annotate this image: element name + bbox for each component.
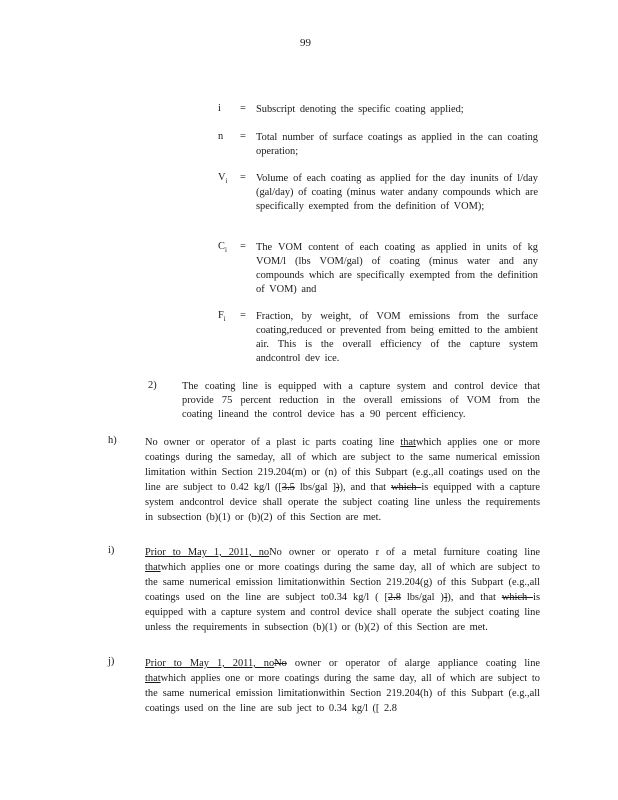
text-run: ), and that <box>447 592 502 603</box>
text-run: owner or operator of alarge appliance coating line <box>286 658 541 669</box>
text-run: which applies one or more coatings during the same day, all of which are subject to the same numerical emission limitationwithin Section 219.204(g) of this Subpart (e.g.,all coatings used on the line are subject to0.34 kg/l ( [ <box>145 562 540 603</box>
deleted-text: which <box>501 592 534 603</box>
definition-vi <box>218 172 538 214</box>
text-run: is equipped with a capture system and control device shall operate the subject coating line unless the requirements in subsection (b)(1) or (b)(2) of this Section are met. <box>145 592 540 633</box>
deleted-text: ] <box>443 592 448 603</box>
deleted-text: 3.5 <box>281 482 295 493</box>
definition-symbol: n <box>218 131 224 142</box>
paragraph-label: i) <box>108 545 115 556</box>
definition-text: Total number of surface coatings as applied in the can coating operation; <box>256 132 538 157</box>
definition-ci <box>218 241 538 297</box>
deleted-text: 2.8 <box>387 592 401 603</box>
inserted-text: Prior to May 1, 2011, no <box>145 547 270 558</box>
equals-sign: = <box>240 103 246 114</box>
paragraph-label: j) <box>108 656 115 667</box>
inserted-text: Prior to May 1, 2011, no <box>145 658 275 669</box>
definition-text: Volume of each coating as applied for the day inunits of l/day (gal/day) of coating (minus water andany compounds which are specifically exempted from the definition of VOM); <box>256 173 538 212</box>
definition-symbol: $C_i$ <box>218 241 227 255</box>
definition-text: The VOM content of each coating as applied in units of kg VOM/l (lbs VOM/gal) of coating (minus water and any compounds which are specifically exempted from the definition of VOM) and <box>256 242 538 295</box>
paragraph-text <box>145 435 540 525</box>
equals-sign: = <box>240 172 246 183</box>
definition-text: Fraction, by weight, of VOM emissions from the surface coating,reduced or prevented from being emitted to the ambient air. This is the overall efficiency of the capture system andcontrol dev ice. <box>256 311 538 364</box>
definition-fi <box>218 310 538 366</box>
definition-text: Subscript denoting the specific coating applied; <box>256 104 464 115</box>
text-run: lbs/gal ] <box>294 482 337 493</box>
text-run: No owner or operator of a plast ic parts coating line <box>145 437 401 448</box>
paragraph-i <box>108 545 540 635</box>
paragraph-label: h) <box>108 435 117 446</box>
text-run: ), and that <box>339 482 392 493</box>
text-run: is equipped with a capture system andcontrol device shall operate the subject coating line unless the requirements in subsection (b)(1) or (b)(2) of this Section are met. <box>145 482 540 523</box>
inserted-text: that <box>145 673 161 684</box>
deleted-text: No <box>274 658 287 669</box>
definition-symbol: $V_i$ <box>218 172 228 186</box>
subsection-2 <box>148 380 540 422</box>
equals-sign: = <box>240 241 246 252</box>
definition-n <box>218 131 538 159</box>
paragraph-text <box>145 545 540 635</box>
text-run: which applies one or more coatings during the sameday, all of which are subject to the same numerical emission limitation within Section 219.204(m) or (n) of this Subpart (e.g.,all coatings used on the line are subject to 0.42 kg/l ([ <box>145 437 541 493</box>
definition-symbol: i <box>218 103 221 114</box>
inserted-text: that <box>145 562 161 573</box>
deleted-text: which <box>391 482 422 493</box>
equals-sign: = <box>240 310 246 321</box>
equals-sign: = <box>240 131 246 142</box>
subsection-number: 2) <box>148 380 157 391</box>
text-run: No owner or operato r of a metal furniture coating line <box>269 547 540 558</box>
paragraph-j <box>108 656 540 716</box>
text-run: lbs/gal ) <box>400 592 444 603</box>
text-run: which applies one or more coatings during the same day, all of which are subject to the same numerical emission limitationwithin Section 219.204(h) of this Subpart (e.g.,all coatings used on the line are sub ject to 0.34 kg/l ([ 2.8 <box>145 673 540 714</box>
paragraph-text <box>145 656 540 716</box>
definition-i <box>218 103 538 117</box>
definition-symbol: $F_i$ <box>218 310 226 324</box>
deleted-text: ) <box>336 482 340 493</box>
page-number: 99 <box>300 37 311 49</box>
inserted-text: that <box>400 437 416 448</box>
subsection-text: The coating line is equipped with a capture system and control device that provide 75 percent reduction in the overall emissions of VOM from the coating lineand the control device has a 90 percent efficiency. <box>182 381 540 420</box>
paragraph-h <box>108 435 540 525</box>
